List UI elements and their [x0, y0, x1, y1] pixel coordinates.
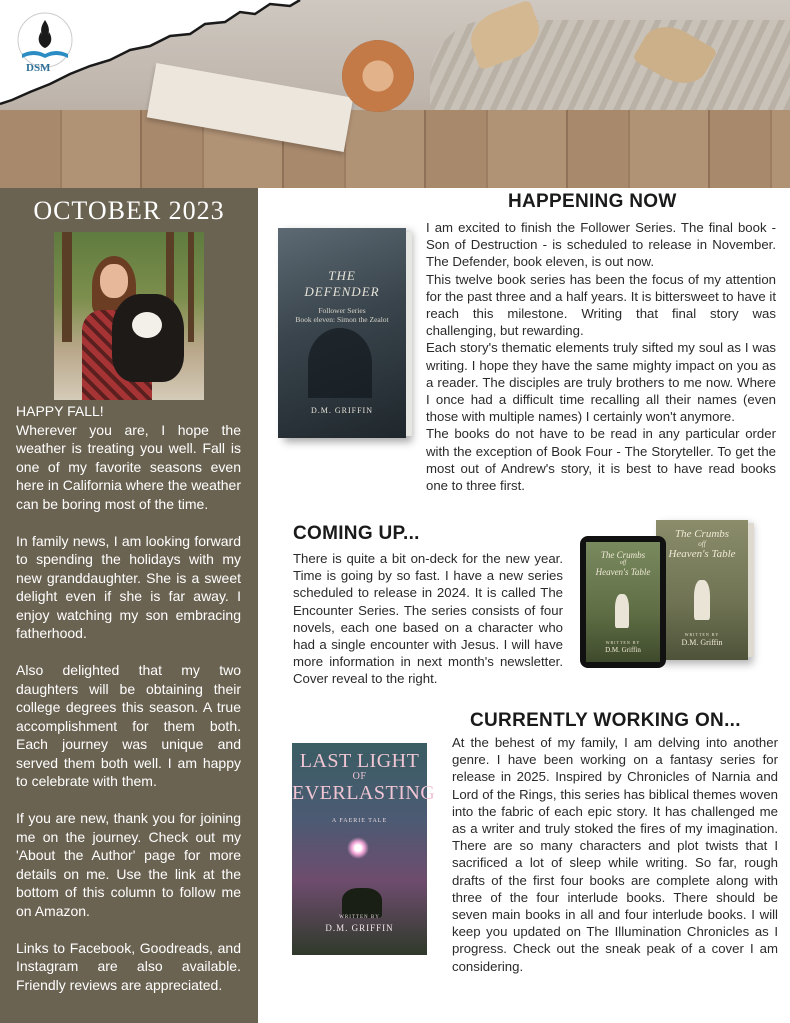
last-light-book-cover: LAST LIGHT OF EVERLASTING A FAERIE TALE WRITTEN BY D.M. GRIFFIN: [292, 743, 427, 955]
sidebar-paragraph: Wherever you are, I hope the weather is treating you well. Fall is one of my favorite seasons even here in California where the weather can be boring most of the time.: [16, 421, 241, 512]
coming-up-text: [293, 550, 563, 688]
cover-author: D.M. GRIFFIN: [325, 923, 394, 933]
cover-subtitle: A FAERIE TALE: [331, 818, 388, 824]
cover-author: D.M. Griffin: [681, 638, 723, 647]
paragraph: At the behest of my family, I am delving into another genre. I have been working on a fantasy series for release in 2025. Inspired by Chronicles of Narnia and Lord of the Rings, this series has biblical themes woven into the fabric of each epic story. It has challenged me as a writer and truly stoked the fires of my imagination. There are so many characters and plot twists that I sacrificed a lot of sleep while writing. So far, rough drafts of the first four books are complete along with three of the four interlude books. There should be seven main books in all and four interlude books. I will keep you updated on The Illumination Chronicles as I progress. Check out the sneak peak of a cover I am considering.: [452, 735, 778, 974]
paragraph: This twelve book series has been the focus of my attention for the past three and a half years. It is bittersweet to have it reach this milestone. Writing that final story was challenging, but rewarding.: [426, 271, 776, 339]
happening-now-text: [426, 219, 776, 494]
paragraph: I am excited to finish the Follower Series. The final book - Son of Destruction - is scheduled to release in November. The Defender, book eleven, is out now.: [426, 220, 776, 270]
sidebar-greeting: HAPPY FALL!: [16, 403, 104, 419]
currently-working-text: [452, 734, 778, 975]
paragraph: There is quite a bit on-deck for the new year. Time is going by so fast. I have a new series scheduled to release in 2024. It is called The Encounter Series. The series consists of four novels, each one based on a character who had a single encounter with Jesus. I will have more information in next month's newsletter. Cover reveal to the right.: [293, 551, 563, 687]
coming-up-heading: COMING UP...: [293, 523, 420, 544]
sidebar-title: OCTOBER 2023: [33, 196, 225, 225]
cover-title: LAST LIGHT OF EVERLASTING: [292, 750, 436, 804]
logo-text: DSM: [26, 62, 51, 74]
sidebar-text: [16, 402, 241, 994]
tablet-device-image: The Crumbs off Heaven's Table WRITTEN BY D.M. Griffin: [580, 536, 666, 668]
paragraph: The books do not have to be read in any particular order with the exception of Book Four - The Storyteller. To get the most out of Andrew's story, it is best to have read books one to three first.: [426, 426, 776, 494]
cover-series: Follower Series Book eleven: Simon the Zealot: [295, 306, 389, 324]
sidebar-paragraph: In family news, I am looking forward to spending the holidays with my new granddaughter. She is a sweet delight even if she is far away. I enjoy watching my son embracing fatherhood.: [16, 532, 241, 641]
happening-now-heading: HAPPENING NOW: [508, 191, 677, 212]
torn-paper-edge: [0, 0, 790, 188]
cover-author: D.M. GRIFFIN: [310, 406, 373, 415]
sidebar-paragraph: Also delighted that my two daughters will be obtaining their college degrees this season. A true accomplishment for them both. Each journey was unique and served them both well. I am happy to celebrate with them.: [16, 662, 241, 789]
cover-title: THE DEFENDER: [304, 268, 380, 299]
defender-book-cover: [278, 228, 406, 438]
sidebar-paragraph: If you are new, thank you for joining me on the journey. Check out my 'About the Author' page for more details on me. Use the link at the bottom of this column to follow me on Amazon.: [16, 810, 241, 919]
sidebar-paragraph: Links to Facebook, Goodreads, and Instagram are also available. Friendly reviews are appreciated.: [16, 939, 241, 993]
author-photo: [54, 232, 204, 400]
crumbs-book-cover: The Crumbs off Heaven's Table WRITTEN BY D.M. Griffin: [656, 520, 748, 660]
paragraph: Each story's thematic elements truly sifted my soul as I was writing. I hope they have the same mighty impact on you as a reader. The disciples are truly brothers to me now. Where I once had a difficult time recalling all their names (even those with multiple names) I certainly won't anymore.: [426, 340, 776, 425]
star-glow-image: [347, 837, 369, 859]
header-photo: [0, 0, 790, 188]
cover-title: The Crumbs off Heaven's Table: [668, 528, 736, 560]
currently-working-heading: CURRENTLY WORKING ON...: [470, 710, 741, 731]
